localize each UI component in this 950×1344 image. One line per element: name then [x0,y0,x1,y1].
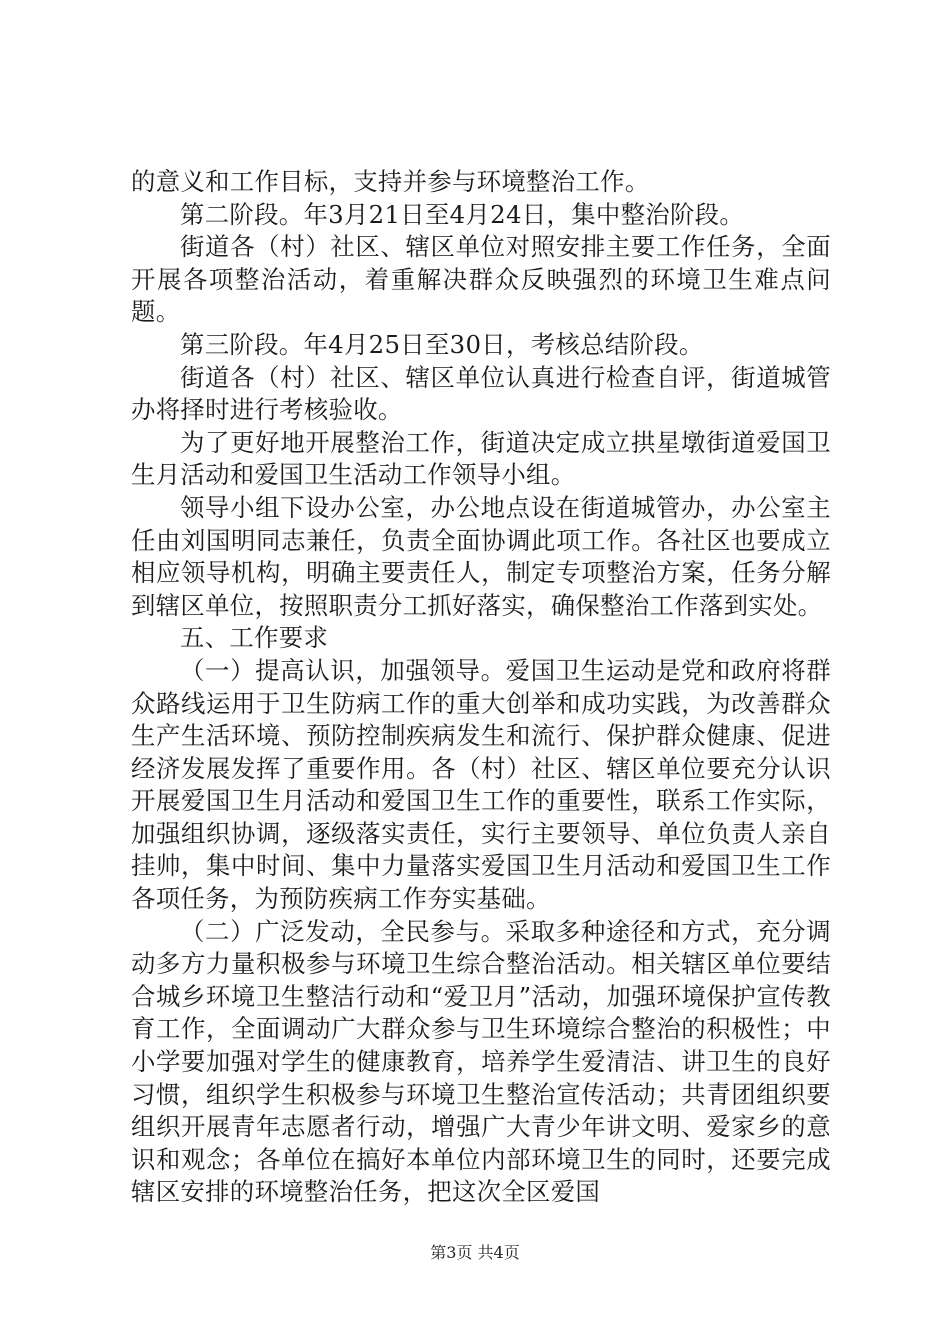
paragraph-stage-three-detail: 街道各（村）社区、辖区单位认真进行检查自评，街道城管办将择时进行考核验收。 [131,362,831,425]
page-number-footer: 第3页 共4页 [430,1243,520,1262]
paragraph-continuation: 的意义和工作目标，支持并参与环境整治工作。 [131,167,650,196]
section-heading-requirements: 五、工作要求 [180,623,329,653]
paragraph-stage-two: 第二阶段。年3月21日至4月24日，集中整治阶段。 [180,199,745,229]
paragraph-requirement-one: （一）提高认识，加强领导。爱国卫生运动是党和政府将群众路线运用于卫生防病工作的重大创举和成功实践，为改善群众生产生活环境、预防控制疾病发生和流行、保护群众健康、促进经济发展发挥了重要作用。各（村）社区、辖区单位要充分认识开展爱国卫生月活动和爱国卫生工作的重要性，联系工作实际，加强组织协调，逐级落实责任，实行主要领导、单位负责人亲自挂帅，集中时间、集中力量落实爱国卫生月活动和爱国卫生工作各项任务，为预防疾病工作夯实基础。 [131,655,831,914]
paragraph-leading-group: 为了更好地开展整治工作，街道决定成立拱星墩街道爱国卫生月活动和爱国卫生活动工作领导小组。 [131,427,831,490]
document-body [131,166,831,1209]
paragraph-requirement-two: （二）广泛发动，全民参与。采取多种途径和方式，充分调动多方力量积极参与环境卫生综合整治活动。相关辖区单位要结合城乡环境卫生整洁行动和“爱卫月”活动，加强环境保护宣传教育工作，全面调动广大群众参与卫生环境综合整治的积极性；中小学要加强对学生的健康教育，培养学生爱清洁、讲卫生的良好习惯，组织学生积极参与环境卫生整治宣传活动；共青团组织要组织开展青年志愿者行动，增强广大青少年讲文明、爱家乡的意识和观念；各单位在搞好本单位内部环境卫生的同时，还要完成辖区安排的环境整治任务，把这次全区爱国 [131,916,831,1207]
paragraph-stage-two-detail: 街道各（村）社区、辖区单位对照安排主要工作任务，全面开展各项整治活动，着重解决群众反映强烈的环境卫生难点问题。 [131,232,831,327]
paragraph-office: 领导小组下设办公室，办公地点设在街道城管办，办公室主任由刘国明同志兼任，负责全面协调此项工作。各社区也要成立相应领导机构，明确主要责任人，制定专项整治方案，任务分解到辖区单位，按照职责分工抓好落实，确保整治工作落到实处。 [131,492,831,620]
paragraph-stage-three: 第三阶段。年4月25日至30日，考核总结阶段。 [180,329,704,359]
